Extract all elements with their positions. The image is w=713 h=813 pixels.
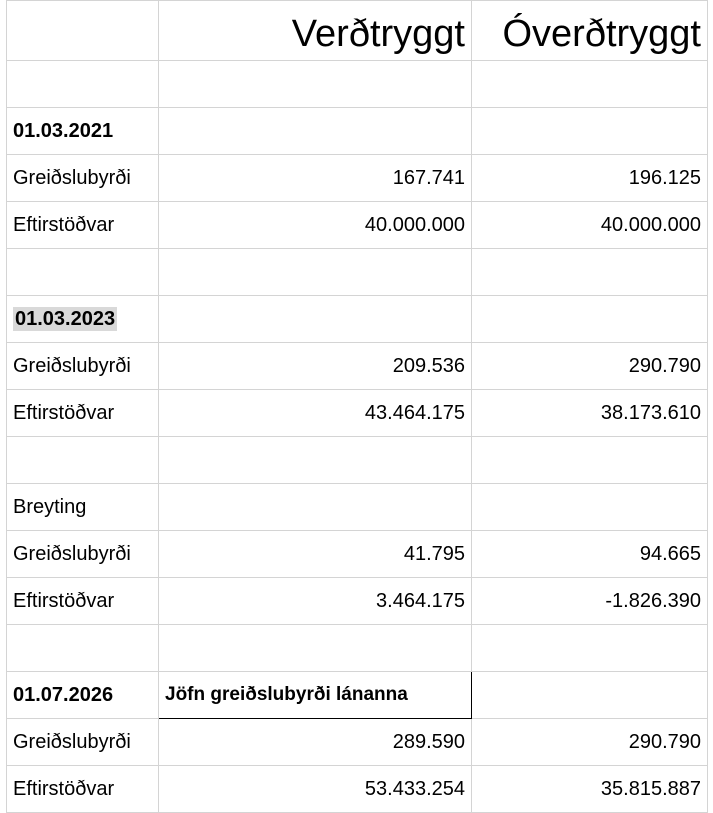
value-overdtryggt[interactable]: 94.665	[472, 531, 708, 578]
section-date-row	[7, 108, 708, 155]
section-date[interactable]: 01.07.2026	[7, 672, 159, 719]
value-verdtryggt[interactable]: 53.433.254	[159, 766, 472, 813]
row-label[interactable]: Eftirstöðvar	[7, 766, 159, 813]
section-title[interactable]: Breyting	[7, 484, 159, 531]
blank-row	[7, 61, 708, 108]
value-overdtryggt[interactable]: 290.790	[472, 719, 708, 766]
value-verdtryggt[interactable]: 209.536	[159, 343, 472, 390]
table-row	[7, 390, 708, 437]
row-label[interactable]: Eftirstöðvar	[7, 202, 159, 249]
row-label[interactable]: Greiðslubyrði	[7, 343, 159, 390]
section-date[interactable]: 01.03.2021	[7, 108, 159, 155]
table-row	[7, 202, 708, 249]
value-overdtryggt[interactable]: -1.826.390	[472, 578, 708, 625]
value-verdtryggt[interactable]: 289.590	[159, 719, 472, 766]
blank-row	[7, 249, 708, 296]
blank-row	[7, 625, 708, 672]
table-row	[7, 531, 708, 578]
value-verdtryggt[interactable]: 43.464.175	[159, 390, 472, 437]
row-label[interactable]: Eftirstöðvar	[7, 390, 159, 437]
header-overdtryggt[interactable]: Óverðtryggt	[472, 1, 708, 61]
value-overdtryggt[interactable]: 38.173.610	[472, 390, 708, 437]
table-row	[7, 155, 708, 202]
section-title-row	[7, 484, 708, 531]
row-label[interactable]: Eftirstöðvar	[7, 578, 159, 625]
table-row	[7, 766, 708, 813]
table-row	[7, 719, 708, 766]
row-label[interactable]: Greiðslubyrði	[7, 719, 159, 766]
table-row	[7, 343, 708, 390]
section-date-highlighted: 01.03.2023	[15, 307, 116, 330]
value-overdtryggt[interactable]: 196.125	[472, 155, 708, 202]
spreadsheet	[6, 0, 708, 813]
value-overdtryggt[interactable]: 40.000.000	[472, 202, 708, 249]
value-overdtryggt[interactable]: 35.815.887	[472, 766, 708, 813]
value-verdtryggt[interactable]: 167.741	[159, 155, 472, 202]
section-date-row	[7, 672, 708, 719]
value-overdtryggt[interactable]: 290.790	[472, 343, 708, 390]
section-date-row	[7, 296, 708, 343]
cell-empty[interactable]	[7, 1, 159, 61]
value-verdtryggt[interactable]: 3.464.175	[159, 578, 472, 625]
header-row	[7, 1, 708, 61]
row-label[interactable]: Greiðslubyrði	[7, 155, 159, 202]
value-verdtryggt[interactable]: 40.000.000	[159, 202, 472, 249]
note-cell[interactable]: Jöfn greiðslubyrði lánanna	[159, 672, 472, 719]
header-verdtryggt[interactable]: Verðtryggt	[159, 1, 472, 61]
table-row	[7, 578, 708, 625]
row-label[interactable]: Greiðslubyrði	[7, 531, 159, 578]
blank-row	[7, 437, 708, 484]
value-verdtryggt[interactable]: 41.795	[159, 531, 472, 578]
